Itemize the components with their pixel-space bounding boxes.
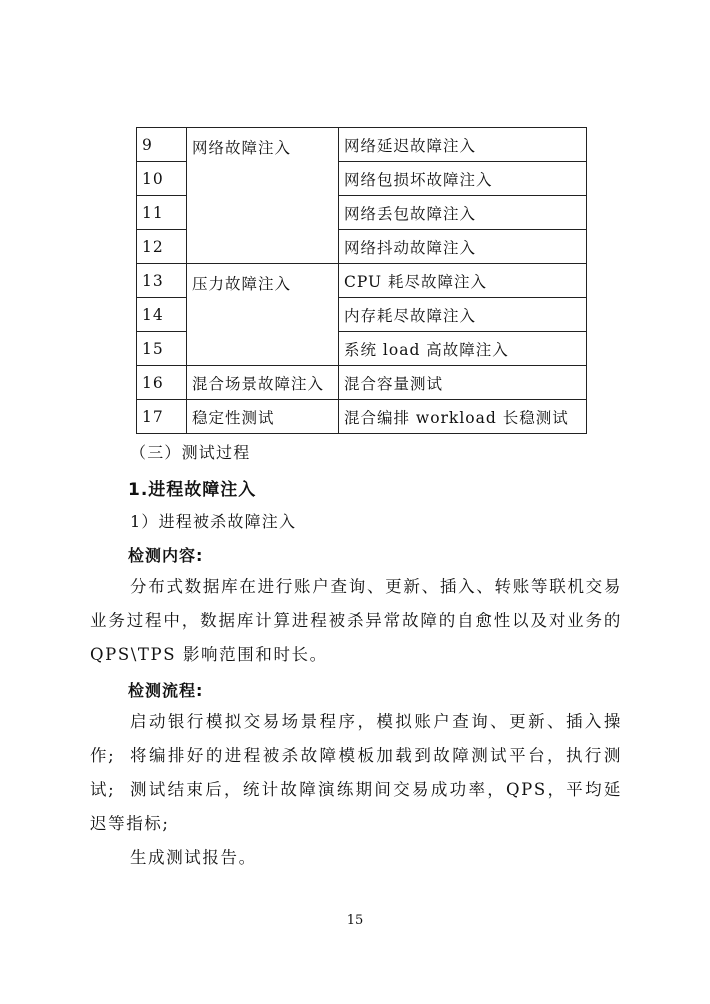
page-number: 15 [346, 913, 364, 928]
row-number: 17 [137, 400, 187, 434]
row-item: 网络包损坏故障注入 [339, 162, 587, 196]
table-row [137, 264, 587, 298]
row-item: 网络延迟故障注入 [339, 128, 587, 162]
row-number: 9 [137, 128, 187, 162]
row-item: 网络丢包故障注入 [339, 196, 587, 230]
row-category: 稳定性测试 [187, 400, 339, 434]
detection-flow-label: 检测流程: [128, 681, 204, 700]
row-category: 混合场景故障注入 [187, 366, 339, 400]
row-item: 混合容量测试 [339, 366, 587, 400]
row-number: 12 [137, 230, 187, 264]
row-number: 15 [137, 332, 187, 366]
detection-content-label: 检测内容: [128, 546, 204, 565]
table-row [137, 366, 587, 400]
row-item: 混合编排 workload 长稳测试 [339, 400, 587, 434]
row-item: 网络抖动故障注入 [339, 230, 587, 264]
section-heading: （三）测试过程 [130, 443, 251, 462]
flow-step: 启动银行模拟交易场景程序，模拟账户查询、更新、插入操作; [90, 712, 622, 765]
sub-item-heading: 1）进程被杀故障注入 [130, 512, 297, 531]
detection-content-paragraph: 分布式数据库在进行账户查询、更新、插入、转账等联机交易业务过程中，数据库计算进程被杀异常故障的自愈性以及对业务的QPS\TPS 影响范围和时长。 [90, 577, 622, 664]
table-row [137, 128, 587, 162]
row-category: 网络故障注入 [187, 128, 339, 264]
row-item: 系统 load 高故障注入 [339, 332, 587, 366]
row-number: 14 [137, 298, 187, 332]
row-item: 内存耗尽故障注入 [339, 298, 587, 332]
subsection-heading: 1.进程故障注入 [128, 480, 257, 500]
row-number: 10 [137, 162, 187, 196]
row-item: CPU 耗尽故障注入 [339, 264, 587, 298]
row-category: 压力故障注入 [187, 264, 339, 366]
fault-injection-table [136, 127, 587, 434]
row-number: 16 [137, 366, 187, 400]
flow-step: 将编排好的进程被杀故障模板加载到故障测试平台，执行测试; [90, 746, 622, 799]
table-row [137, 400, 587, 434]
flow-step: 生成测试报告。 [130, 848, 257, 867]
row-number: 13 [137, 264, 187, 298]
flow-step: 测试结束后，统计故障演练期间交易成功率，QPS，平均延迟等指标; [90, 780, 622, 833]
row-number: 11 [137, 196, 187, 230]
